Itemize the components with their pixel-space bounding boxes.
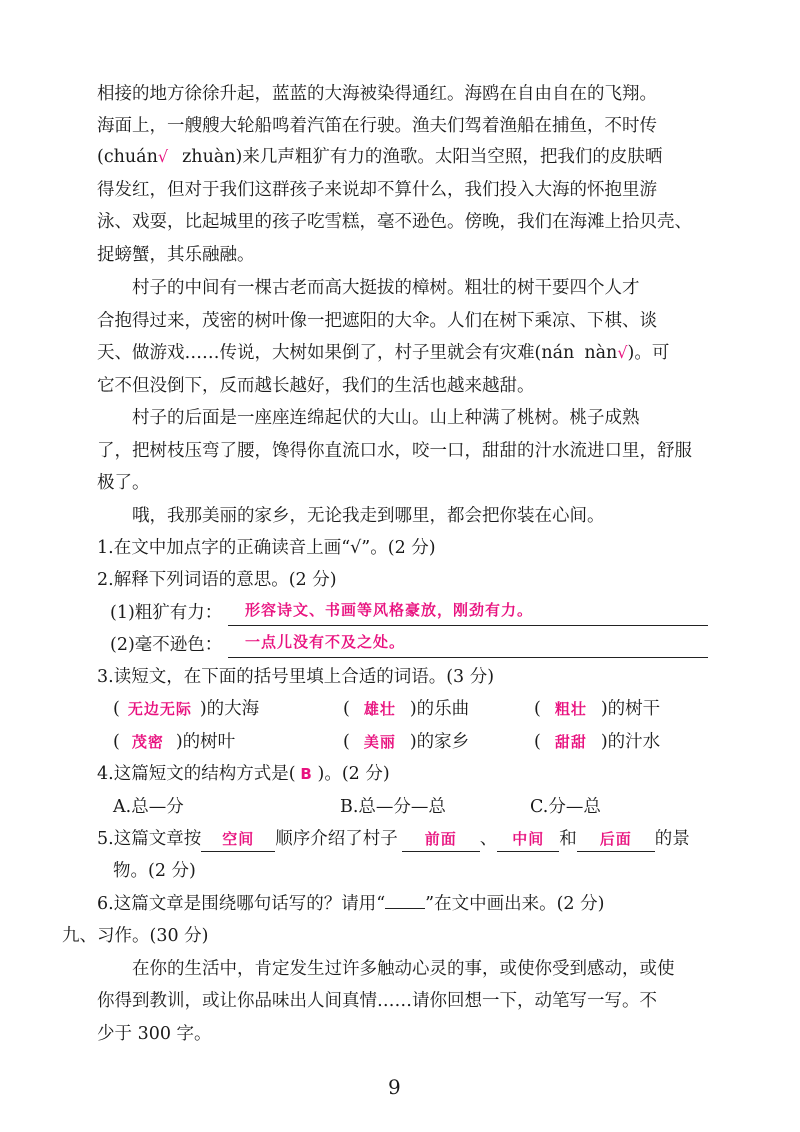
section-9-prompt: 你得到教训，或让你品味出人间真情……请你回想一下，动笔写一写。不 [97, 991, 657, 1011]
q3-item: ( 美丽 )的家乡 [343, 732, 470, 752]
question-5: 5.这篇文章按 空间 顺序介绍了村子 前面 、 中间 和 后面 的景 [97, 827, 690, 852]
passage-line: 合抱得过来，茂密的树叶像一把遮阳的大伞。人们在树下乘凉、下棋、谈 [97, 311, 657, 331]
passage-line: (chuán√ zhuàn)来几声粗犷有力的渔歌。太阳当空照，把我们的皮肤晒 [97, 147, 663, 167]
section-9-prompt: 在你的生活中，肯定发生过许多触动心灵的事，或使你受到感动，或使 [132, 959, 675, 979]
check-mark: √ [157, 147, 169, 166]
passage-line: 捉螃蟹，其乐融融。 [97, 245, 255, 265]
section-9-title: 九、习作。(30 分) [62, 926, 209, 946]
passage-line: 极了。 [97, 473, 150, 493]
question-6: 6.这篇文章是围绕哪句话写的？请用“ ”在文中画出来。(2 分) [97, 894, 605, 914]
answer-line [228, 625, 708, 626]
question-3: 3.读短文，在下面的括号里填上合适的词语。(3 分) [97, 667, 495, 687]
q3-item: ( 雄壮 )的乐曲 [343, 699, 470, 719]
passage-line: 村子的后面是一座座连绵起伏的大山。山上种满了桃树。桃子成熟 [132, 408, 640, 428]
question-1: 1.在文中加点字的正确读音上画“√”。(2 分) [97, 538, 436, 558]
question-4: 4.这篇短文的结构方式是( B )。(2 分) [97, 764, 390, 784]
passage-line: 得发红，但对于我们这群孩子来说却不算什么，我们投入大海的怀抱里游 [97, 180, 657, 200]
passage-line: 村子的中间有一棵古老而高大挺拔的樟树。粗壮的树干要四个人才 [132, 278, 640, 298]
passage-line: 相接的地方徐徐升起，蓝蓝的大海被染得通红。海鸥在自由自在的飞翔。 [97, 84, 657, 104]
passage-line: 海面上，一艘艘大轮船鸣着汽笛在行驶。渔夫们驾着渔船在捕鱼，不时传 [97, 116, 657, 136]
q4-option-b: B.总—分—总 [340, 797, 446, 817]
q2-1-answer: 形容诗文、书画等风格豪放，刚劲有力。 [245, 601, 534, 619]
pinyin-option-chuan: (chuán [97, 147, 158, 167]
passage-line: 了，把树枝压弯了腰，馋得你直流口水，咬一口，甜甜的汁水流进口里，舒服 [97, 441, 692, 461]
q2-2-answer: 一点儿没有不及之处。 [245, 633, 406, 651]
pinyin-option-zhuan: zhuàn) [182, 147, 243, 167]
passage-line: 天、做游戏……传说，大树如果倒了，村子里就会有灾难(nán nàn√)。可 [97, 343, 670, 363]
q4-option-a: A.总—分 [113, 797, 184, 817]
q2-2-label: (2)毫不逊色： [110, 635, 223, 655]
passage-line: 它不但没倒下，反而越长越好，我们的生活也越来越甜。 [97, 376, 535, 396]
question-2: 2.解释下列词语的意思。(2 分) [97, 570, 337, 590]
page-number: 9 [388, 1075, 401, 1099]
q4-answer: B [300, 765, 313, 783]
check-mark: √ [617, 343, 628, 362]
q3-item: ( 甜甜 )的汁水 [534, 732, 661, 752]
passage-line: 泳、戏耍，比起城里的孩子吃雪糕，毫不逊色。傍晚，我们在海滩上拾贝壳、 [97, 212, 692, 232]
pinyin-option-nan4: nàn [584, 343, 618, 363]
q3-item: ( 粗壮 )的树干 [534, 699, 661, 719]
q5-line2: 物。(2 分) [113, 861, 196, 881]
q3-item: ( 茂密 )的树叶 [113, 732, 236, 752]
q2-1-label: (1)粗犷有力： [110, 603, 223, 623]
q4-option-c: C.分—总 [530, 797, 601, 817]
section-9-prompt: 少于 300 字。 [97, 1024, 212, 1044]
passage-line: 哦，我那美丽的家乡，无论我走到哪里，都会把你装在心间。 [132, 506, 605, 526]
answer-line [228, 657, 708, 658]
q3-item: ( 无边无际 )的大海 [113, 699, 260, 719]
pinyin-option-nan: (nán [534, 343, 575, 363]
